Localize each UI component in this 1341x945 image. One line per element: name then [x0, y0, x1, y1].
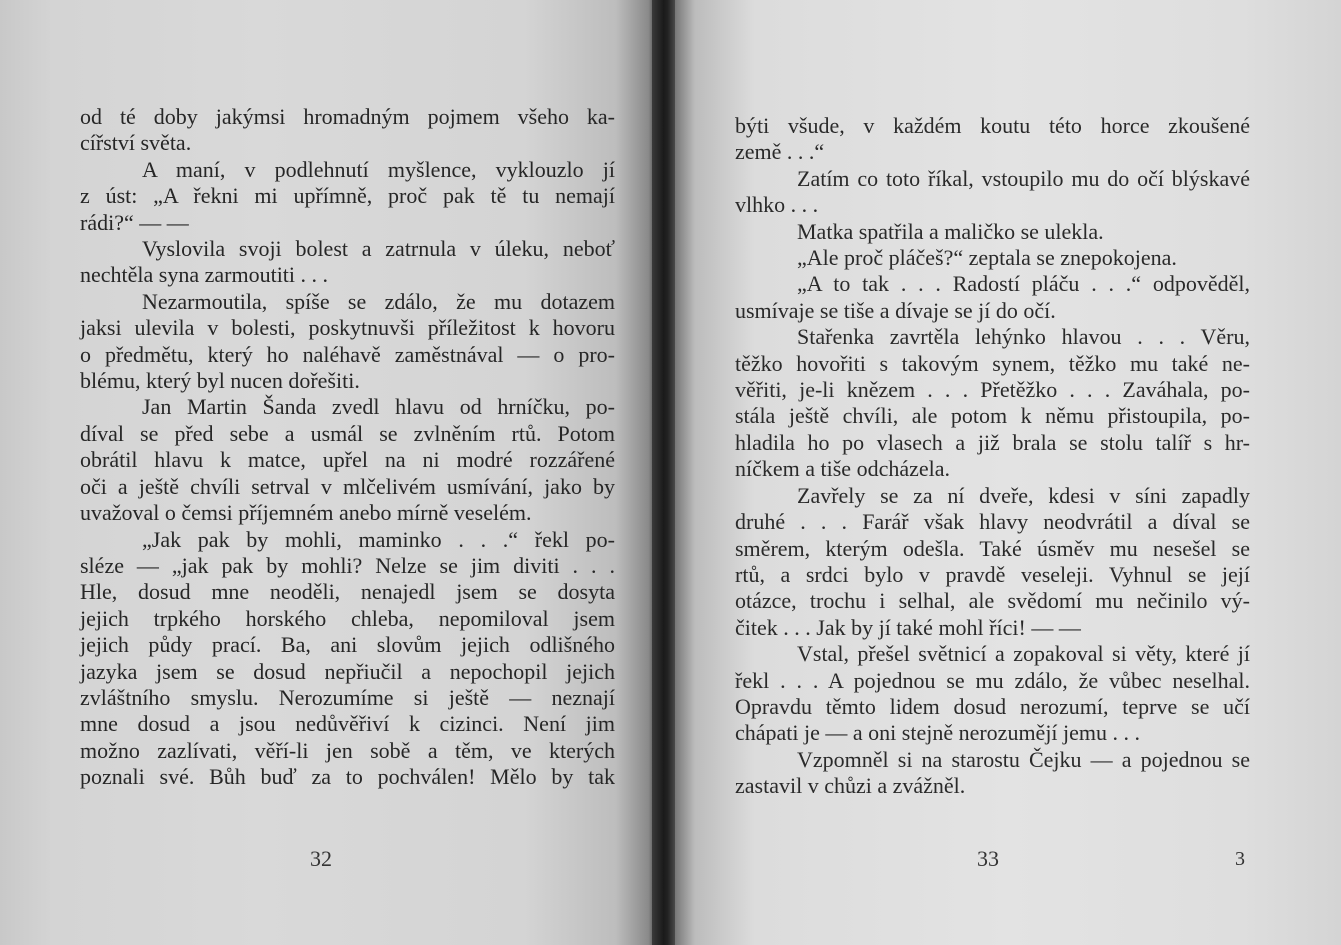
text-line: sléze — „jak pak by mohli? Nelze se jim diviti . . . — [80, 552, 615, 578]
right-page — [675, 0, 1341, 945]
text-line: o předmětu, který ho naléhavě zaměstnával — o pro- — [80, 341, 615, 367]
text-line: obrátil hlavu k matce, upřel na ni modré rozzářené — [80, 447, 615, 473]
right-page-text — [735, 113, 1250, 800]
text-line: čitek . . . Jak by jí také mohl říci! — — — [735, 614, 1081, 640]
text-line: druhé . . . Farář však hlavy neodvrátil a díval se — [735, 509, 1250, 535]
signature-mark: 3 — [1235, 848, 1245, 870]
text-line: Stařenka zavrtěla lehýnko hlavou . . . Věru, — [797, 324, 1250, 350]
text-line: Nezarmoutila, spíše se zdálo, že mu dotazem — [142, 288, 615, 314]
text-line: „A to tak . . . Radostí pláču . . .“ odpověděl, — [797, 271, 1250, 297]
text-line: zvláštního smyslu. Nerozumíme si ještě — neznají — [80, 684, 615, 710]
text-line: „Jak pak by mohli, maminko . . .“ řekl po- — [142, 526, 615, 552]
text-line: Vstal, přešel světnicí a zopakoval si věty, které jí — [797, 641, 1250, 667]
text-line: těžko hovořiti s takovým synem, těžko mu také ne- — [735, 350, 1250, 376]
text-line: Opravdu těmto lidem dosud nerozumí, teprve se učí — [735, 693, 1250, 719]
text-line: poznali své. Bůh buď za to pochválen! Mělo by tak — [80, 764, 615, 790]
text-line: býti všude, v každém koutu této horce zkoušené — [735, 113, 1250, 138]
text-line: věřiti, je-li knězem . . . Přetěžko . . . Zaváhala, po- — [735, 377, 1250, 403]
text-line: rtů, a srdci bylo v pravdě veseleji. Vyhnul se její — [735, 561, 1250, 587]
text-line: zastavil v chůzi a zvážněl. — [735, 773, 966, 799]
text-line: Zatím co toto říkal, vstoupilo mu do očí blýskavé — [797, 165, 1250, 191]
text-line: Vzpomněl si na starostu Čejku — a pojednou se — [797, 746, 1250, 772]
text-line: Zavřely se za ní dveře, kdesi v síni zapadly — [797, 482, 1250, 508]
text-line: možno zazlívati, věří-li jen sobě a těm, ve kterých — [80, 737, 615, 763]
text-line: jejich půdy prací. Ba, ani slovům jejich odlišného — [80, 632, 615, 658]
text-line: mne dosud a jsou nedůvěřiví k cizinci. Není jim — [80, 711, 615, 737]
left-page-text — [80, 104, 615, 791]
text-line: chápati je — a oni stejně nerozumějí jemu . . . — [735, 720, 1141, 746]
text-line: Hle, dosud mne neoděli, nenajedl jsem se dosyta — [80, 579, 615, 605]
text-line: otázce, trochu i selhal, ale svědomí mu nečinilo vý- — [735, 588, 1250, 614]
text-line: jazyka jsem se dosud nepřiučil a nepochopil jejich — [80, 658, 615, 684]
text-line: vlhko . . . — [735, 192, 819, 218]
text-line: A maní, v podlehnutí myšlence, vyklouzlo jí — [142, 156, 615, 182]
text-line: blému, který byl nucen dořešiti. — [80, 368, 360, 394]
text-line: rádi?“ — — — [80, 209, 189, 235]
text-line: směrem, kterým odešla. Také úsměv mu nesešel se — [735, 535, 1250, 561]
text-line: jaksi ulevila v bolesti, poskytnuvši příležitost k hovoru — [80, 315, 615, 341]
text-line: díval se před sebe a usmál se zvlněním rtů. Potom — [80, 420, 615, 446]
left-page — [0, 0, 655, 945]
text-line: uvažoval o čemsi příjemném anebo mírně veselém. — [80, 500, 532, 526]
page-number-right: 33 — [977, 846, 999, 871]
text-line: „Ale proč pláčeš?“ zeptala se znepokojena. — [797, 245, 1177, 271]
text-line: Vyslovila svoji bolest a zatrnula v úleku, neboť — [142, 236, 615, 262]
text-line: řekl . . . A pojednou se mu zdálo, že vůbec neselhal. — [735, 667, 1250, 693]
text-line: Jan Martin Šanda zvedl hlavu od hrníčku, po- — [142, 394, 615, 420]
text-line: hladila ho po vlasech a již brala se stolu talíř s hr- — [735, 429, 1250, 455]
text-line: níčkem a tiše odcházela. — [735, 456, 951, 482]
text-line: oči a ještě chvíli setrval v mlčelivém usmívání, jako by — [80, 473, 615, 499]
text-line: země . . .“ — [735, 139, 825, 165]
text-line: nechtěla syna zarmoutiti . . . — [80, 262, 329, 288]
text-line: cířství světa. — [80, 130, 192, 156]
text-line: Matka spatřila a maličko se ulekla. — [797, 218, 1104, 244]
text-line: z úst: „A řekni mi upřímně, proč pak tě tu nemají — [80, 183, 615, 209]
text-line: stála ještě chvíli, ale potom k němu přistoupila, po- — [735, 403, 1250, 429]
text-line: od té doby jakýmsi hromadným pojmem všeho ka- — [80, 104, 615, 129]
text-line: usmívaje se tiše a dívaje se jí do očí. — [735, 297, 1056, 323]
text-line: jejich trpkého horského chleba, nepomiloval jsem — [80, 605, 615, 631]
page-number-left: 32 — [310, 846, 332, 871]
